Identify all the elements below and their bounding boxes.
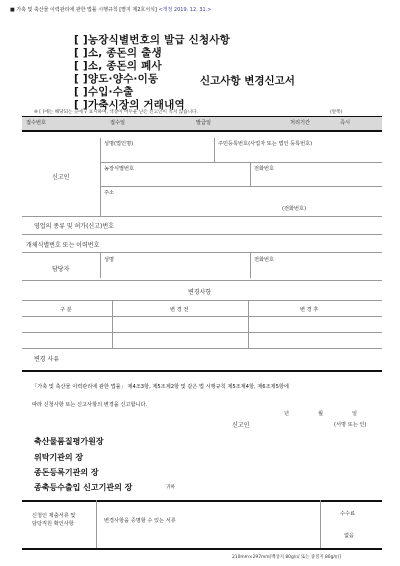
title-line: [ ]양도·양수·이동 — [74, 73, 159, 85]
page-side-label: (앞쪽) — [330, 110, 343, 115]
header-revision: <개정 2019. 12. 31.> — [158, 7, 212, 13]
divider — [100, 138, 101, 216]
title-suffix: 신고사항 변경신고서 — [200, 75, 295, 87]
date-month-label: 월 — [318, 411, 324, 417]
declaration-line-2: 따라 신청사항 또는 신고사항의 변경을 신고합니다. — [32, 402, 148, 408]
manager-section-label: 담당자 — [52, 266, 70, 273]
divider — [100, 162, 382, 163]
receipt-date-label: 접수일 — [110, 120, 126, 126]
divider — [100, 186, 382, 187]
divider — [96, 500, 97, 548]
processing-period-label: 처리기간 — [290, 120, 311, 126]
reporter-phone-field[interactable]: 전화번호 — [254, 166, 275, 172]
resident-number-field[interactable]: 주민등록번호(사업자 또는 법인 등록번호) — [218, 141, 313, 147]
attachments-label-line-1: 신청인 제출서류 및 — [32, 513, 76, 519]
declaration-line-1: 「가축 및 축산물 이력관리에 관한 법률」 제4조3항, 제5조제2항 및 같은 법 시행규칙 제5조제4항, 제6조제5항에 — [32, 384, 289, 390]
paper-spec-footer: 210mm×297mm[백상지 80g/㎡ 또는 중질지 80g/㎡] — [232, 555, 341, 560]
reporter-section-label: 신고인 — [52, 174, 70, 181]
signer-label: 신고인 — [232, 422, 250, 429]
farm-id-field[interactable]: 농장식별번호 — [104, 166, 135, 172]
instructions: ※ [ ]에는 해당되는 곳에 √ 표시하며, 색상이 어두운 난은 신고인이 적지 않습니다. — [34, 110, 198, 115]
reporter-name-field[interactable]: 성명(법인명) — [104, 141, 134, 147]
attachments-label-line-2: 담당직원 확인사항 — [32, 521, 74, 527]
title-line: [ ]소, 종돈의 폐사 — [74, 60, 162, 72]
divider — [22, 548, 382, 550]
divider — [320, 500, 321, 548]
divider — [22, 130, 382, 132]
table-row — [22, 332, 382, 333]
issue-date-label: 발급일 — [196, 120, 212, 126]
header-note — [10, 6, 212, 13]
divider — [22, 252, 382, 253]
signature-field[interactable]: (서명 또는 인) — [334, 422, 367, 428]
date-day-label: 일 — [352, 411, 358, 417]
changes-section-label: 변경사항 — [188, 289, 212, 296]
receipt-number-label: 접수번호 — [26, 120, 47, 126]
divider — [22, 300, 382, 301]
divider — [112, 300, 113, 348]
attachments-content: 변경사항을 증명할 수 있는 서류 — [104, 518, 176, 524]
divider — [22, 216, 382, 217]
col-after-header: 변 경 후 — [300, 307, 319, 313]
date-year-label: 년 — [284, 411, 290, 417]
agency-line: 위탁기관의 장 — [34, 453, 84, 462]
divider — [250, 252, 251, 278]
divider — [22, 316, 382, 317]
reporter-address-field[interactable]: 주소 — [104, 190, 115, 196]
agency-suffix: 귀하 — [166, 485, 175, 490]
title-line: [ ]농장식별번호의 발급 신청사항 — [74, 34, 231, 46]
change-reason-field[interactable]: 변경 사유 — [34, 356, 60, 363]
manager-name-field[interactable]: 성명 — [104, 257, 115, 263]
header-note-text: ■ 가축 및 축산물 이력관리에 관한 법률 시행규칙 [별지 제2호서식] — [10, 7, 157, 13]
col-category-header: 구 분 — [60, 307, 72, 313]
col-before-header: 변 경 전 — [170, 307, 189, 313]
fee-label: 수수료 — [340, 511, 356, 517]
processing-period-value: 즉시 — [340, 120, 351, 126]
agency-line: 축산물품질평가원장 — [34, 437, 104, 446]
divider — [22, 500, 382, 502]
title-line: [ ]가축시장의 거래내역 — [74, 99, 185, 111]
fee-value: 없음 — [344, 533, 355, 539]
address-phone-field[interactable]: (전화번호) — [282, 206, 307, 212]
manager-phone-field[interactable]: 전화번호 — [254, 257, 275, 263]
divider — [214, 138, 215, 162]
divider — [100, 252, 101, 278]
agency-line: 종돈등록기관의 장 — [34, 468, 99, 477]
table-row — [22, 348, 382, 349]
divider — [22, 370, 382, 372]
divider — [22, 234, 382, 235]
title-line: [ ]수입·수출 — [74, 86, 134, 98]
agency-line: 종축등수출입 신고기관의 장 — [34, 483, 133, 492]
divider — [22, 280, 382, 281]
divider — [248, 300, 249, 348]
divider — [250, 162, 251, 186]
title-line: [ ]소, 종돈의 출생 — [74, 47, 162, 59]
business-type-field[interactable]: 영업의 종류 및 허가(신고)번호 — [34, 223, 114, 230]
individual-id-field[interactable]: 개체식별번호 또는 이력번호 — [26, 242, 100, 249]
